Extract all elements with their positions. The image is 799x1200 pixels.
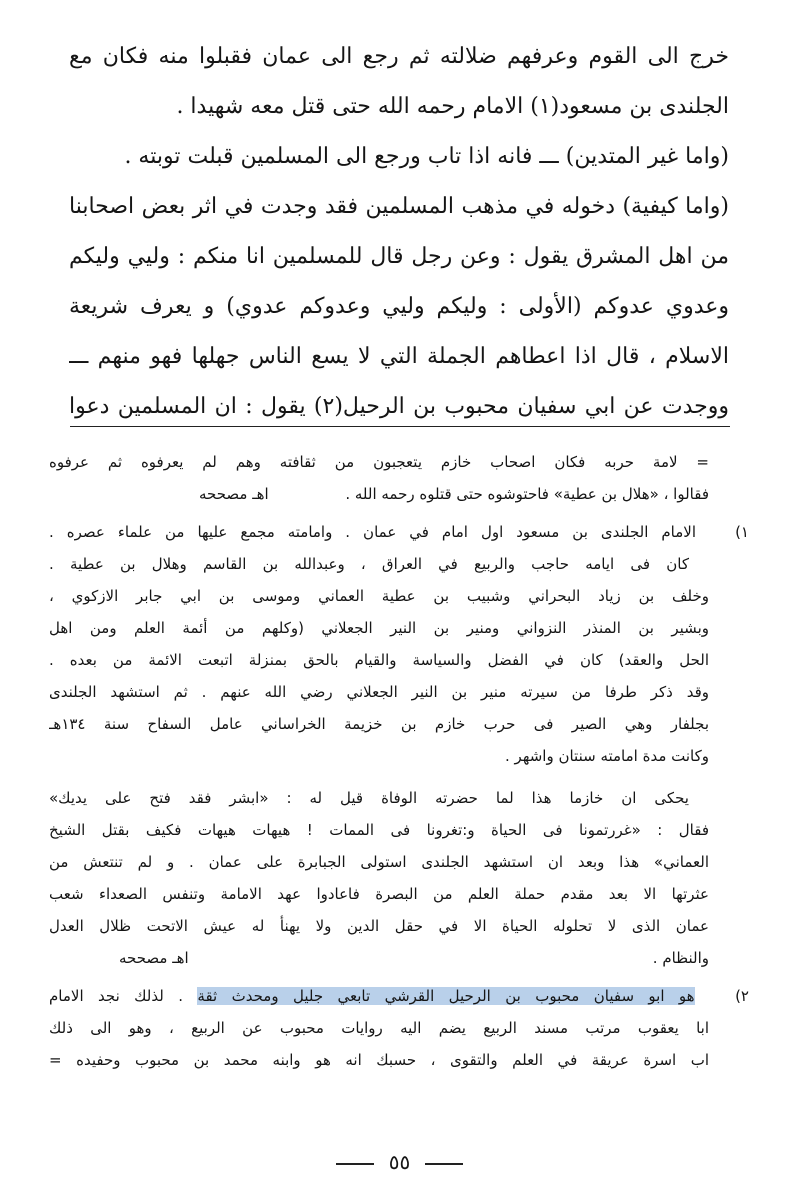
selected-text-highlight[interactable]: هو ابو سفيان محبوب بن الرحيل القرشي تابعي جليل ومحدث ثقة: [197, 987, 695, 1005]
footnote-line: عثرتها الا بعد مقدم حملة العلم من البصرة فاعادوا عهد الامامة وتنفس الصعداء شعب: [49, 885, 709, 903]
body-line: من اهل المشرق يقول : وعن رجل قال للمسلمين انا منكم : وليي وليكم: [69, 244, 729, 269]
footnote-line: العماني» هذا وبعد ان استشهد الجلندى استولى الجبابرة على عمان . و لم تنتعش من: [49, 853, 709, 871]
footnote-2: [49, 980, 749, 1076]
footnote-number: ٢): [735, 987, 749, 1005]
page-number: [0, 1150, 799, 1174]
footnote-text: والنظام .: [652, 949, 709, 967]
footnote-line: اب اسرة عريقة في العلم والتقوى ، حسبك انه هو وابنه محمد بن محبوب وحفيده =: [49, 1051, 709, 1069]
footnote-line: [49, 942, 749, 974]
body-line: الاسلام ، قال اذا اعطاهم الجملة التي لا يسع الناس جهلها فهو منهم ـــ: [69, 344, 729, 369]
footnote-line: عمان الذى لا تحلوله الحياة الا في حقل الدين ولا يهنأ له عيش الاتحت ظلال العدل: [49, 917, 709, 935]
footnote-line: الحل والعقد) كان في الفضل والسياسة والقيام بالحق بمنزلة اتبعت الائمة من بعده .: [49, 651, 709, 669]
footnote-line: يحكى ان خازما هذا لما حضرته الوفاة قيل له : «ابشر فقد فتح على يديك»: [49, 789, 689, 807]
footnote-line: وخلف بن زياد البحراني وشبيب بن عطية العماني وموسى بن ابي جابر الازكوي ،: [49, 587, 709, 605]
main-body-text: [69, 32, 729, 432]
footnote-divider: [70, 426, 730, 427]
footnote-text: فقالوا ، «هلال بن عطية» فاحتوشوه حتى قتلوه رحمه الله .: [345, 485, 709, 503]
page-number-value: ٥٥: [388, 1150, 411, 1174]
page-number-dash: [425, 1163, 463, 1165]
page-number-dash: [336, 1163, 374, 1165]
footnote-1: [49, 516, 749, 974]
body-line: ووجدت عن ابي سفيان محبوب بن الرحيل(٢) يقول : ان المسلمين دعوا: [69, 394, 729, 419]
body-line: وعدوي عدوكم (الأولى : وليكم وليي وعدوكم عدوي) و يعرف شريعة: [69, 294, 729, 319]
footnote-line: كان فى ايامه حاجب والربيع في العراق ، وعبدالله بن القاسم وهلال بن عطية .: [49, 555, 689, 573]
corrector-signature: اهـ مصححه: [199, 485, 269, 503]
footnote-text: . لذلك نجد الامام: [49, 987, 183, 1005]
body-line: الجلندى بن مسعود(١) الامام رحمه الله حتى قتل معه شهيدا .: [176, 94, 729, 119]
footnote-line: فقال : «غررتمونا فى الحياة و:تغرونا فى الممات ! هيهات هيهات فكيف بقتل الشيخ: [49, 821, 709, 839]
footnotes: [49, 446, 749, 1076]
footnote-line: وكانت مدة امامته سنتان واشهر .: [505, 747, 709, 765]
footnote-line: [49, 478, 749, 510]
footnote-number: ١): [735, 523, 749, 541]
footnote-text: الامام الجلندى بن مسعود اول امام في عمان . وامامته مجمع عليها من علماء عصره .: [49, 523, 696, 541]
footnote-line: [49, 516, 749, 548]
footnote-line: = لامة حربه فكان اصحاب خازم يتعجبون من ثقافته وهم لم يعرفوه ثم عرفوه: [49, 453, 709, 471]
footnote-line: بجلفار وهي الصير فى حرب خازم بن خزيمة الخراساني عامل السفاح سنة ١٣٤هـ: [49, 715, 709, 733]
footnote-line: [49, 980, 749, 1012]
footnote-line: وبشير بن المنذر النزواني ومنير بن النير الجعلاني (وكلهم من أئمة العلم ومن اهل: [49, 619, 709, 637]
body-line: خرج الى القوم وعرفهم ضلالته ثم رجع الى عمان فقبلوا منه فكان مع: [69, 44, 729, 69]
footnote-line: ابا يعقوب مرتب مسند الربيع يضم اليه روايات محبوب عن الربيع ، وهو الى ذلك: [49, 1019, 709, 1037]
footnote-line: وقد ذكر طرفا من سيرته منير بن النير الجعلاني رضي الله عنهم . ثم استشهد الجلندى: [49, 683, 709, 701]
corrector-signature: اهـ مصححه: [119, 949, 189, 967]
footnote-continuation: [49, 446, 749, 510]
body-line: (واما كيفية) دخوله في مذهب المسلمين فقد وجدت في اثر بعض اصحابنا: [69, 194, 729, 219]
body-line: (واما غير المتدين) ـــ فانه اذا تاب ورجع الى المسلمين قبلت توبته .: [124, 144, 729, 169]
